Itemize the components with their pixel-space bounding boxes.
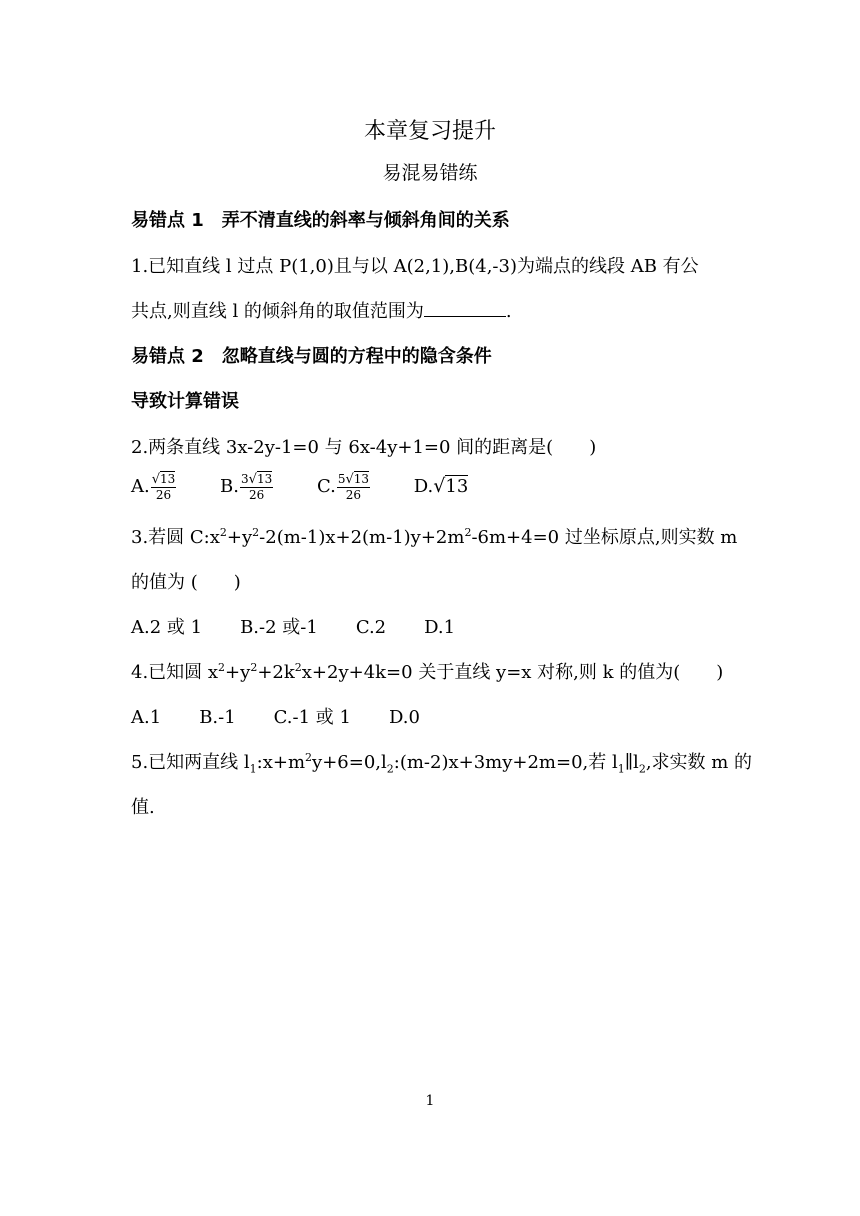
- page-title: 本章复习提升: [363, 119, 496, 144]
- question-1-line-1: 1.已知直线 l 过点 P(1,0)且与以 A(2,1),B(4,-3)为端点的线段 AB 有公: [131, 256, 699, 277]
- question-3-line-2: 的值为 ( ): [131, 572, 241, 593]
- question-5-line-1: 5.已知两直线 $l_1:x+m^2y+6=0,l_2:(m-2)x+3my+2m=0$,若 $l_1\parallel l_2$,求实数 m 的: [131, 751, 753, 776]
- section-heading-2-cont: 导致计算错误: [131, 391, 239, 412]
- section-heading-2: 易错点 2 忽略直线与圆的方程中的隐含条件: [131, 346, 492, 367]
- option-a: A. $\frac{√13}{26}$: [131, 472, 176, 502]
- page-subtitle: 易混易错练: [382, 162, 478, 184]
- option-b: B.-2 或-1: [240, 617, 318, 638]
- option-c: C. $\frac{5√13}{26}$: [316, 472, 370, 502]
- question-3-line-1: 3.若圆 $C:x^2+y^2-2(m-1)x+2(m-1)y+2m^2-6m+4=0$ 过坐标原点,则实数 m: [131, 526, 738, 548]
- option-d: D.0: [388, 707, 420, 728]
- question-3-options: [131, 613, 493, 639]
- question-1-period: .: [505, 301, 512, 322]
- option-d: D.√13: [413, 475, 469, 497]
- option-b: B. $\frac{3√13}{26}$: [220, 472, 273, 502]
- option-a: A.1: [131, 707, 162, 728]
- option-c: C.2: [355, 617, 387, 638]
- question-2-stem: 2.两条直线 3x-2y-1=0 与 6x-4y+1=0 间的距离是( ): [131, 437, 597, 458]
- question-5-line-2: 值.: [131, 797, 155, 818]
- section-heading-1: 易错点 1 弄不清直线的斜率与倾斜角间的关系: [131, 210, 510, 231]
- question-4-stem: 4.已知圆 $x^2+y^2+2k^2x+2y+4k=0$ 关于直线 y=x 对称,则 k 的值为( ): [131, 661, 724, 683]
- question-4-options: [131, 703, 458, 729]
- option-a: A.2 或 1: [131, 617, 203, 638]
- question-1-line-2: [131, 297, 512, 323]
- option-d: D.1: [424, 617, 456, 638]
- question-2-options: [131, 472, 506, 502]
- fraction: $\frac{5√13}{26}$: [337, 472, 370, 502]
- option-b: B.-1: [199, 707, 236, 728]
- page-number: 1: [425, 1093, 435, 1109]
- fraction: $\frac{3√13}{26}$: [241, 472, 273, 502]
- question-1-text: 共点,则直线 l 的倾斜角的取值范围为: [131, 301, 424, 322]
- option-c: C.-1 或 1: [273, 707, 351, 728]
- answer-blank: [424, 298, 506, 317]
- fraction: $\frac{√13}{26}$: [151, 472, 176, 502]
